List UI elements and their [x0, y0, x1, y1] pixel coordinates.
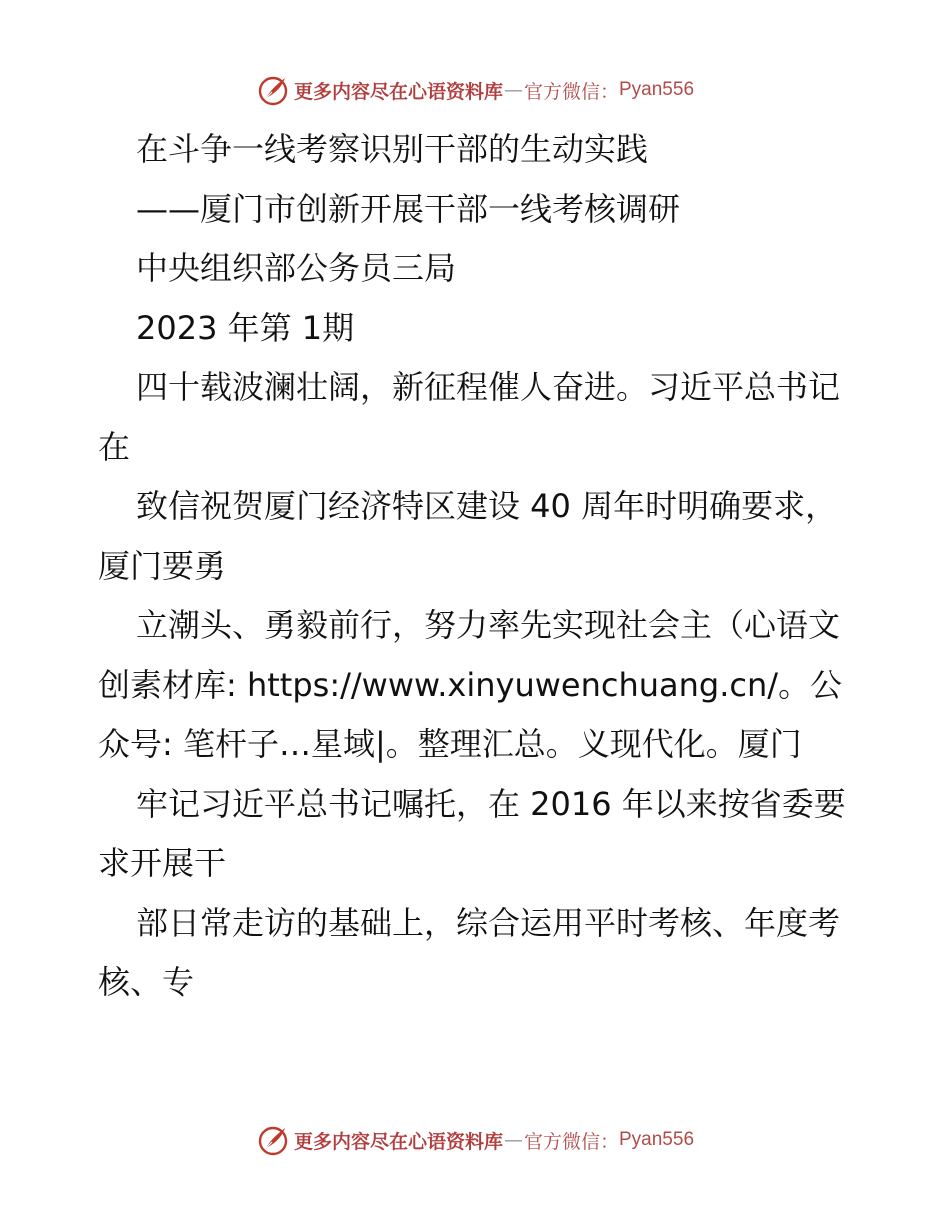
- paragraph-4: 牢记习近平总书记嘱托，在 2016 年以来按省委要求开展干: [98, 784, 846, 882]
- document-subtitle: ——厦门市创新开展干部一线考核调研: [136, 189, 681, 228]
- banner-wechat-label: 官方微信：: [523, 80, 619, 103]
- banner-wechat-label: 官方微信：: [523, 1130, 619, 1153]
- banner-main-text: 更多内容尽在心语资料库: [293, 80, 503, 103]
- paragraph-5: 部日常走访的基础上，综合运用平时考核、年度考核、专: [98, 903, 841, 1001]
- banner-wechat-id: Pyan556: [619, 1129, 695, 1150]
- paragraph-1: 四十载波澜壮阔，新征程催人奋进。习近平总书记在: [98, 368, 841, 466]
- banner-wechat-id: Pyan556: [619, 79, 695, 100]
- document-issue: 2023 年第 1期: [136, 308, 355, 347]
- feather-pen-logo-icon: [256, 73, 290, 107]
- header-watermark: [0, 70, 950, 110]
- banner-dash: —: [503, 79, 523, 101]
- banner-main-text: 更多内容尽在心语资料库: [293, 1130, 503, 1153]
- paragraph-3: 立潮头、勇毅前行，努力率先实现社会主（心语文创素材库: https://www.xinyuwenchuang.cn/。公众号: 笔杆子…星域|。整理汇总。义现代化。厦门: [98, 606, 843, 763]
- banner-dash: —: [503, 1129, 523, 1151]
- footer-watermark: [0, 1120, 950, 1160]
- document-body: [98, 120, 858, 1013]
- paragraph-2: 致信祝贺厦门经济特区建设 40 周年时明确要求，厦门要勇: [98, 487, 838, 585]
- document-author: 中央组织部公务员三局: [136, 249, 457, 287]
- feather-pen-logo-icon: [256, 1123, 290, 1157]
- document-title: 在斗争一线考察识别干部的生动实践: [136, 130, 649, 168]
